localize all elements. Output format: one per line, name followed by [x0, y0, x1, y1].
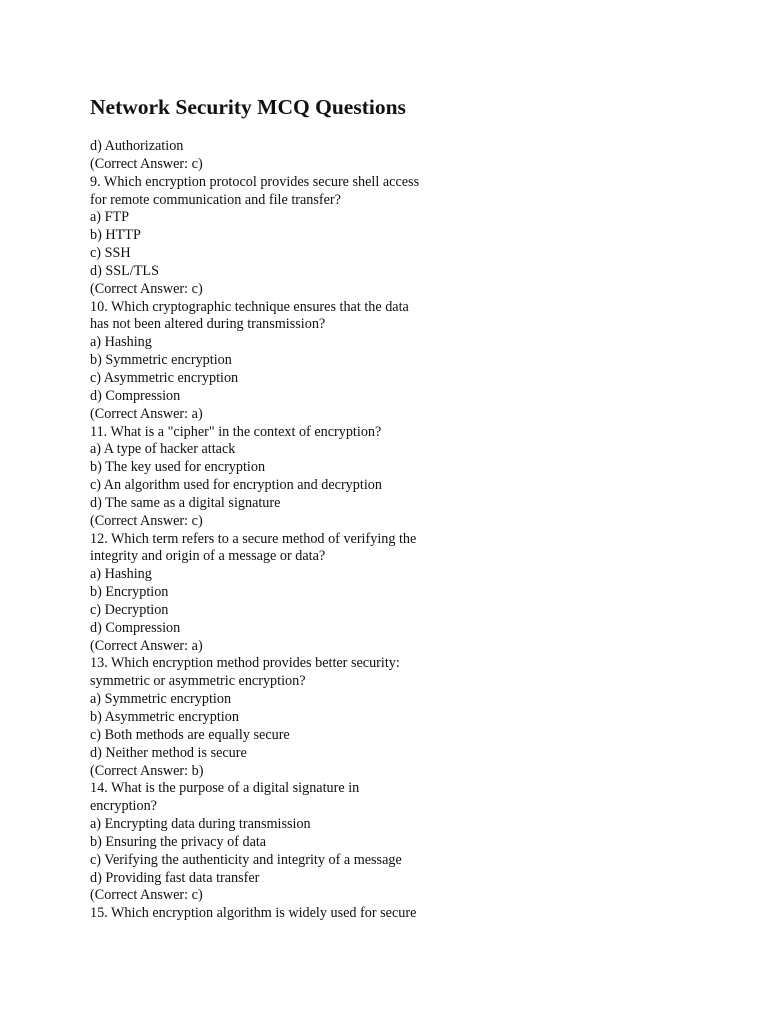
correct-answer-line: (Correct Answer: c) [90, 887, 203, 904]
option-line: c) SSH [90, 245, 131, 262]
option-line: b) HTTP [90, 227, 141, 244]
correct-answer-line: (Correct Answer: a) [90, 637, 203, 654]
question-line: 14. What is the purpose of a digital signature in [90, 780, 360, 797]
correct-answer-line: (Correct Answer: c) [90, 155, 203, 172]
option-line: a) Encrypting data during transmission [90, 816, 311, 833]
option-line: d) Authorization [90, 138, 184, 154]
correct-answer-line: (Correct Answer: a) [90, 405, 203, 422]
option-line: c) Decryption [90, 601, 169, 618]
question-line: 12. Which term refers to a secure method of verifying the [90, 530, 417, 547]
question-continuation-line: for remote communication and file transfer? [90, 191, 341, 208]
document-body [90, 138, 460, 923]
question-line: 13. Which encryption method provides better security: [90, 655, 400, 672]
option-line: d) The same as a digital signature [90, 494, 281, 511]
option-line: d) SSL/TLS [90, 262, 159, 279]
option-line: a) Symmetric encryption [90, 691, 232, 708]
option-line: a) FTP [90, 209, 130, 226]
question-line: 11. What is a "cipher" in the context of encryption? [90, 423, 382, 440]
option-line: b) Encryption [90, 584, 169, 601]
correct-answer-line: (Correct Answer: c) [90, 280, 203, 297]
option-line: b) Asymmetric encryption [90, 709, 239, 725]
option-line: c) An algorithm used for encryption and decryption [90, 477, 382, 494]
option-line: b) Ensuring the privacy of data [90, 833, 267, 850]
option-line: b) Symmetric encryption [90, 352, 232, 369]
option-line: b) The key used for encryption [90, 459, 266, 476]
option-line: a) Hashing [90, 334, 152, 351]
question-line: 10. Which cryptographic technique ensures that the data [90, 298, 409, 315]
option-line: d) Compression [90, 619, 181, 636]
option-line: c) Both methods are equally secure [90, 726, 290, 743]
option-line: a) Hashing [90, 566, 152, 583]
correct-answer-line: (Correct Answer: c) [90, 512, 203, 529]
question-line: 15. Which encryption algorithm is widely used for secure [90, 905, 417, 922]
correct-answer-line: (Correct Answer: b) [90, 762, 204, 779]
option-line: a) A type of hacker attack [90, 441, 236, 458]
option-line: d) Compression [90, 387, 181, 404]
question-continuation-line: symmetric or asymmetric encryption? [90, 673, 306, 690]
page-title: Network Security MCQ Questions [90, 95, 406, 119]
question-line: 9. Which encryption protocol provides secure shell access [90, 173, 420, 190]
option-line: c) Verifying the authenticity and integrity of a message [90, 851, 402, 868]
option-line: d) Neither method is secure [90, 744, 247, 761]
question-continuation-line: encryption? [90, 798, 157, 815]
question-continuation-line: integrity and origin of a message or data? [90, 548, 326, 565]
option-line: c) Asymmetric encryption [90, 369, 239, 386]
option-line: d) Providing fast data transfer [90, 869, 260, 886]
question-continuation-line: has not been altered during transmission? [90, 316, 326, 333]
